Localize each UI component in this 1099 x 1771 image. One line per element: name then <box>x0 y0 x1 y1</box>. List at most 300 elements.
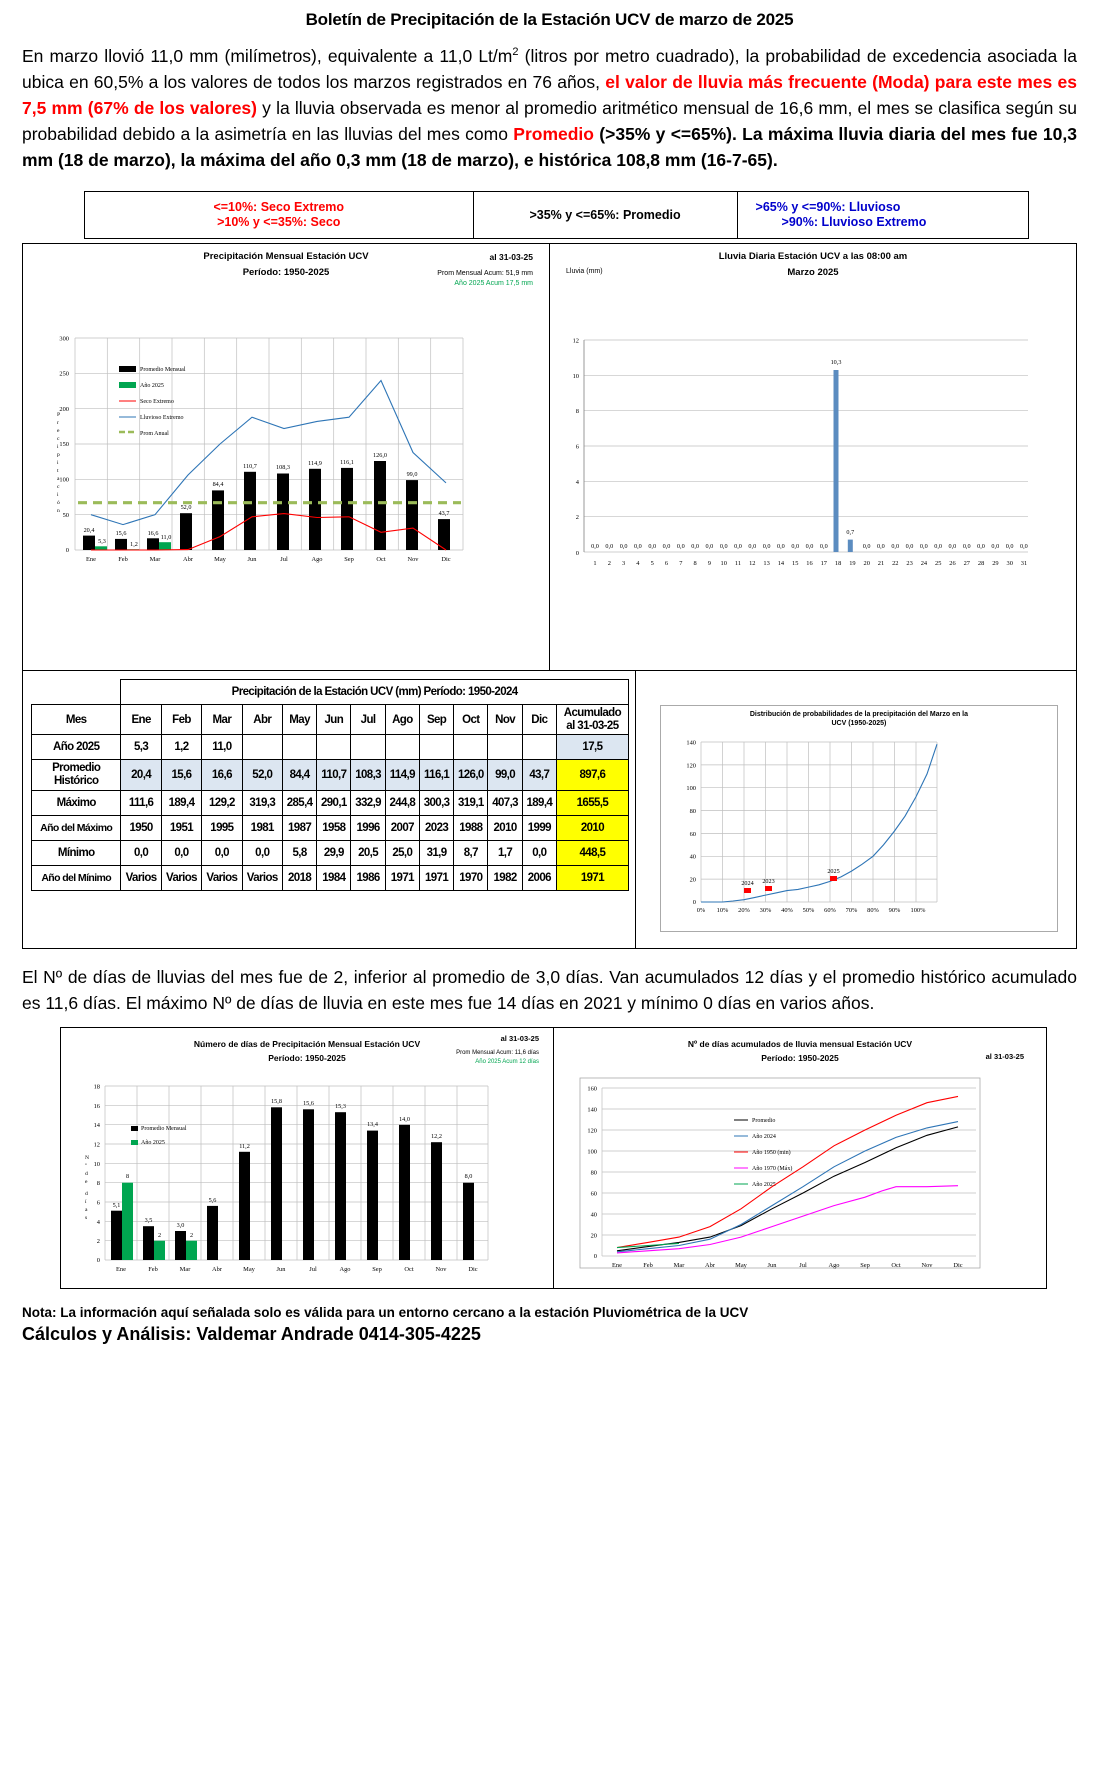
svg-text:Año 2025: Año 2025 <box>140 382 164 389</box>
probability-dist-svg <box>665 727 945 927</box>
svg-text:Nov: Nov <box>921 1262 933 1270</box>
svg-text:0,7: 0,7 <box>846 528 855 536</box>
svg-text:a: a <box>85 1207 88 1214</box>
legend-seco: >10% y <=35%: Seco <box>217 215 341 230</box>
svg-text:60%: 60% <box>823 906 836 914</box>
daily-rain-chart <box>550 244 1076 663</box>
cell: 16,6 <box>202 760 242 790</box>
prob-annotations <box>741 868 839 893</box>
daily-x-labels <box>593 560 1027 567</box>
svg-text:10%: 10% <box>716 906 729 914</box>
svg-text:114,9: 114,9 <box>308 459 322 467</box>
rain-days-chart <box>61 1028 553 1289</box>
svg-text:9: 9 <box>707 559 712 567</box>
prob-curve <box>701 744 937 902</box>
cell: 0,0 <box>202 840 242 865</box>
svg-text:Dic: Dic <box>441 555 451 563</box>
svg-text:0: 0 <box>96 1257 100 1265</box>
intro-part-2: (litros por metro cuadrado), la probabilidad de excedencia asociada la ubica en 60,5% a los valores de todos los marzos registrados en 76 años, <box>22 46 1078 92</box>
prob-gridlines <box>701 742 937 902</box>
cell: 126,0 <box>454 760 488 790</box>
svg-text:23: 23 <box>906 559 913 567</box>
svg-text:Promedio: Promedio <box>752 1118 776 1125</box>
svg-text:14,0: 14,0 <box>399 1116 410 1124</box>
svg-text:0,0: 0,0 <box>777 542 785 550</box>
svg-text:20,4: 20,4 <box>83 526 95 534</box>
svg-text:2: 2 <box>189 1232 194 1240</box>
cell: Varios <box>121 865 161 890</box>
prob-y-ticks <box>686 739 696 906</box>
rd-bar-labels <box>113 1098 473 1239</box>
cum-chart-date: al 31-03-25 <box>985 1051 1024 1061</box>
svg-text:e: e <box>57 427 60 434</box>
intro-part-3: y la lluvia observada es menor al promedio aritmético mensual de 16,6 mm, el mes se clasifica según su probabilidad debido a la asimetría en las lluvias del mes como <box>22 97 1077 144</box>
svg-text:Año 1970 (Máx): Año 1970 (Máx) <box>752 1166 793 1173</box>
svg-text:e: e <box>85 1179 88 1186</box>
svg-text:Ago: Ago <box>311 555 323 563</box>
svg-text:Sep: Sep <box>372 1266 382 1274</box>
svg-text:Jun: Jun <box>276 1266 286 1274</box>
cell: 0,0 <box>522 840 556 865</box>
svg-text:126,0: 126,0 <box>373 451 387 459</box>
daily-rain-panel <box>550 244 1076 670</box>
svg-text:Feb: Feb <box>148 1266 158 1274</box>
svg-text:Abr: Abr <box>705 1262 715 1270</box>
svg-text:5,6: 5,6 <box>208 1197 217 1205</box>
legend-cell-wet <box>738 192 1028 238</box>
row-label-line2: Histórico <box>53 774 99 787</box>
svg-text:15,6: 15,6 <box>115 529 127 537</box>
svg-text:Ago: Ago <box>339 1266 351 1274</box>
svg-text:110,7: 110,7 <box>243 462 257 470</box>
svg-text:15: 15 <box>792 559 799 567</box>
cell: 300,3 <box>419 790 453 815</box>
monthly-precip-svg <box>23 280 503 580</box>
cell: 1951 <box>161 815 201 840</box>
svg-text:Jul: Jul <box>799 1262 807 1270</box>
cell <box>419 735 453 760</box>
svg-text:15,6: 15,6 <box>303 1100 314 1108</box>
svg-text:0,0: 0,0 <box>676 542 685 550</box>
svg-text:50%: 50% <box>802 906 815 914</box>
cumulative-days-svg <box>556 1064 996 1284</box>
svg-text:0,0: 0,0 <box>905 542 914 550</box>
th-oct: Oct <box>454 704 488 734</box>
svg-text:c: c <box>57 483 60 490</box>
svg-text:Feb: Feb <box>118 555 128 563</box>
svg-text:Promedio Mensual: Promedio Mensual <box>141 1126 187 1133</box>
cell: 2010 <box>488 815 522 840</box>
cell: 1987 <box>282 815 316 840</box>
cell: 189,4 <box>161 790 201 815</box>
raindays-chart-note1: Prom Mensual Acum: 11,6 días <box>456 1049 539 1056</box>
svg-text:13,4: 13,4 <box>367 1121 378 1129</box>
cell: 84,4 <box>282 760 316 790</box>
svg-text:140: 140 <box>587 1106 597 1114</box>
svg-text:100: 100 <box>686 784 696 792</box>
svg-text:Feb: Feb <box>643 1262 653 1270</box>
svg-text:Nov: Nov <box>435 1266 447 1274</box>
svg-text:Oct: Oct <box>891 1262 901 1270</box>
svg-text:0,0: 0,0 <box>605 542 614 550</box>
raindays-chart-title: Número de días de Precipitación Mensual Estación UCV <box>193 1038 421 1049</box>
svg-text:100%: 100% <box>910 906 926 914</box>
svg-text:N: N <box>85 1155 90 1162</box>
table-title: Precipitación de la Estación UCV (mm) Período: 1950-2024 <box>121 679 628 704</box>
svg-text:70%: 70% <box>845 906 858 914</box>
row-label-ano-del-minimo: Año del Mínimo <box>32 865 121 890</box>
svg-text:0,0: 0,0 <box>748 542 757 550</box>
svg-text:26: 26 <box>949 559 956 567</box>
cell: 0,0 <box>242 840 282 865</box>
intro-superscript: 2 <box>512 46 519 59</box>
svg-text:30%: 30% <box>759 906 772 914</box>
table-row <box>32 735 629 760</box>
table-row <box>32 840 629 865</box>
cell: Varios <box>161 865 201 890</box>
acc-header-line1: Acumulado <box>563 706 622 719</box>
cell: 1971 <box>419 865 453 890</box>
table-header-row <box>32 704 629 734</box>
cell: 108,3 <box>351 760 385 790</box>
intro-highlight-promedio: Promedio <box>513 123 594 144</box>
cell: 319,1 <box>454 790 488 815</box>
legend-promedio: >35% y <=65%: Promedio <box>529 207 681 222</box>
svg-text:120: 120 <box>686 762 696 770</box>
cum-legend <box>734 1118 792 1188</box>
cell: 31,9 <box>419 840 453 865</box>
svg-text:0: 0 <box>692 898 696 906</box>
svg-text:Lluvioso Extremo: Lluvioso Extremo <box>140 414 184 421</box>
cell-acumulado: 448,5 <box>556 840 628 865</box>
svg-text:24: 24 <box>920 559 928 567</box>
svg-text:8: 8 <box>693 559 697 567</box>
svg-text:0,0: 0,0 <box>819 542 828 550</box>
svg-text:12: 12 <box>749 559 756 567</box>
svg-text:11,2: 11,2 <box>239 1143 250 1151</box>
svg-text:40%: 40% <box>780 906 793 914</box>
daily-rain-svg <box>550 280 1050 580</box>
svg-text:8: 8 <box>575 407 579 415</box>
cell: 290,1 <box>317 790 351 815</box>
svg-text:140: 140 <box>686 739 696 747</box>
svg-text:Año 2025: Año 2025 <box>752 1182 776 1189</box>
svg-text:25: 25 <box>935 559 942 567</box>
svg-text:2: 2 <box>157 1232 162 1240</box>
svg-text:300: 300 <box>59 335 69 343</box>
intro-part-1: En marzo llovió 11,0 mm (milímetros), equivalente a 11,0 Lt/m <box>22 46 513 66</box>
classification-legend <box>84 191 1029 239</box>
svg-text:a: a <box>57 475 60 482</box>
cell <box>454 735 488 760</box>
cell: 11,0 <box>202 735 242 760</box>
svg-text:Sep: Sep <box>860 1262 870 1270</box>
svg-text:Ene: Ene <box>86 555 96 563</box>
probability-dist-panel <box>636 671 1076 948</box>
svg-text:60: 60 <box>689 830 696 838</box>
cell <box>351 735 385 760</box>
monthly-chart-note1: Prom Mensual Acum: 51,9 mm <box>437 270 533 278</box>
cell: Varios <box>242 865 282 890</box>
svg-text:2: 2 <box>96 1238 100 1246</box>
svg-text:c: c <box>57 435 60 442</box>
svg-text:2: 2 <box>575 513 579 521</box>
cell: Varios <box>202 865 242 890</box>
rd-legend <box>131 1126 187 1146</box>
svg-text:Seco Extremo: Seco Extremo <box>140 398 174 405</box>
svg-text:Mar: Mar <box>673 1262 685 1270</box>
svg-text:120: 120 <box>587 1127 597 1135</box>
svg-text:80%: 80% <box>866 906 879 914</box>
rain-days-paragraph: El Nº de días de lluvias del mes fue de 2, inferior al promedio de 3,0 días. Van acumulados 12 días y el promedio histórico acumulado es 11,6 días. El máximo Nº de días de lluvia en este mes fue 14 días en 2021 y mínimo 0 días en varios años. <box>22 966 1077 1013</box>
svg-text:Jul: Jul <box>280 555 288 563</box>
cell: 0,0 <box>161 840 201 865</box>
svg-text:99,0: 99,0 <box>406 470 418 478</box>
cell: 1995 <box>202 815 242 840</box>
cell: 99,0 <box>488 760 522 790</box>
svg-text:5: 5 <box>650 559 654 567</box>
main-table-panel <box>23 671 636 948</box>
svg-text:12,2: 12,2 <box>431 1133 442 1141</box>
svg-text:10,3: 10,3 <box>830 358 842 366</box>
rd-y-ticks <box>94 1084 101 1265</box>
svg-text:0,0: 0,0 <box>991 542 1000 550</box>
svg-text:r: r <box>57 419 59 426</box>
svg-text:17: 17 <box>820 559 827 567</box>
prob-chart-subtitle: UCV (1950-2025) <box>831 719 887 727</box>
svg-text:Mar: Mar <box>179 1266 191 1274</box>
th-sep: Sep <box>419 704 453 734</box>
daily-chart-ylabel: Lluvia (mm) <box>566 268 603 276</box>
svg-text:31: 31 <box>1020 559 1028 567</box>
svg-text:0,0: 0,0 <box>705 542 714 550</box>
raindays-chart-subtitle: Período: 1950-2025 <box>268 1052 346 1063</box>
svg-text:20: 20 <box>590 1232 597 1240</box>
cell: 1986 <box>351 865 385 890</box>
svg-text:2024: 2024 <box>741 879 754 887</box>
cell: 20,4 <box>121 760 161 790</box>
cell: 1,7 <box>488 840 522 865</box>
raindays-chart-note2: Año 2025 Acum 12 días <box>475 1058 539 1065</box>
svg-text:8,0: 8,0 <box>464 1173 473 1181</box>
th-may: May <box>282 704 316 734</box>
svg-text:15,3: 15,3 <box>335 1103 346 1111</box>
row-label-promedio-historico <box>32 760 121 790</box>
svg-text:18: 18 <box>834 559 842 567</box>
row-label-line1: Promedio <box>52 762 101 775</box>
svg-text:d: d <box>85 1191 88 1198</box>
cell: 1988 <box>454 815 488 840</box>
svg-text:15,8: 15,8 <box>271 1098 282 1106</box>
rd-gridlines <box>105 1086 488 1260</box>
svg-text:Nov: Nov <box>407 555 419 563</box>
charts-band-top <box>22 243 1077 671</box>
svg-text:6: 6 <box>96 1199 100 1207</box>
svg-text:29: 29 <box>992 559 999 567</box>
svg-text:May: May <box>243 1266 255 1274</box>
svg-text:Dic: Dic <box>953 1262 963 1270</box>
svg-text:0,0: 0,0 <box>934 542 942 550</box>
svg-text:52,0: 52,0 <box>180 503 192 511</box>
svg-text:200: 200 <box>59 405 69 413</box>
cell: 2007 <box>385 815 419 840</box>
cell: 2006 <box>522 865 556 890</box>
svg-text:0: 0 <box>593 1253 597 1261</box>
intro-highlight-moda: el valor de lluvia más frecuente (Moda) para este mes es 7,5 mm (67% de los valores) <box>22 71 1077 118</box>
cell: 244,8 <box>385 790 419 815</box>
cum-chart-title: Nº de días acumulados de lluvia mensual Estación UCV <box>687 1038 913 1049</box>
table-row <box>32 865 629 890</box>
svg-text:0,0: 0,0 <box>719 542 728 550</box>
svg-text:Jun: Jun <box>767 1262 777 1270</box>
svg-text:18: 18 <box>93 1083 100 1091</box>
svg-text:Oct: Oct <box>376 555 386 563</box>
prob-chart-title: Distribución de probabilidades de la precipitación del Marzo en la <box>749 710 969 718</box>
probability-chart-box <box>660 705 1058 932</box>
cell: 0,0 <box>121 840 161 865</box>
svg-text:10: 10 <box>93 1161 100 1169</box>
svg-text:0: 0 <box>65 546 69 554</box>
cell: 1981 <box>242 815 282 840</box>
svg-text:43,7: 43,7 <box>438 509 450 517</box>
svg-text:Ene: Ene <box>612 1262 622 1270</box>
svg-text:Sep: Sep <box>344 555 354 563</box>
svg-text:0,0: 0,0 <box>1020 542 1028 550</box>
legend-lluvioso: >65% y <=90%: Lluvioso <box>755 199 901 214</box>
series-promedio-mensual-bars <box>83 458 450 550</box>
svg-text:0,0: 0,0 <box>948 542 957 550</box>
series-seco-extremo <box>91 514 446 550</box>
svg-text:n: n <box>57 507 60 514</box>
daily-y-ticks <box>573 337 580 557</box>
svg-text:P: P <box>57 411 61 418</box>
th-mes: Mes <box>32 704 121 734</box>
th-ene: Ene <box>121 704 161 734</box>
svg-text:16: 16 <box>93 1103 100 1111</box>
monthly-chart-note2: Año 2025 Acum 17,5 mm <box>454 280 533 288</box>
cell <box>242 735 282 760</box>
monthly-chart-date: al 31-03-25 <box>489 252 533 263</box>
footer-author: Cálculos y Análisis: Valdemar Andrade 0414-305-4225 <box>22 1324 481 1345</box>
cum-y-ticks <box>587 1086 597 1261</box>
cell: 1950 <box>121 815 161 840</box>
svg-text:0,0: 0,0 <box>762 542 771 550</box>
cell: 1984 <box>317 865 351 890</box>
rd-x-labels <box>116 1266 478 1273</box>
svg-text:5,1: 5,1 <box>112 1202 121 1210</box>
monthly-precip-panel <box>23 244 550 670</box>
svg-text:s: s <box>85 1215 88 1222</box>
monthly-bar-labels <box>84 452 450 548</box>
cell: 1958 <box>317 815 351 840</box>
svg-text:0,0: 0,0 <box>962 542 971 550</box>
cell: 1982 <box>488 865 522 890</box>
cell: 2018 <box>282 865 316 890</box>
svg-text:4: 4 <box>575 478 579 486</box>
svg-text:80: 80 <box>590 1169 597 1177</box>
svg-text:Oct: Oct <box>404 1266 414 1274</box>
x-axis-labels <box>86 556 451 563</box>
cum-gridlines <box>602 1088 976 1256</box>
table-row <box>32 815 629 840</box>
cumulative-days-chart <box>554 1028 1046 1289</box>
svg-text:40: 40 <box>689 853 696 861</box>
svg-text:22: 22 <box>892 559 899 567</box>
svg-text:Jul: Jul <box>309 1266 317 1274</box>
cell: 285,4 <box>282 790 316 815</box>
svg-text:0,0: 0,0 <box>619 542 628 550</box>
svg-text:Año 2024: Año 2024 <box>752 1134 776 1141</box>
svg-text:100: 100 <box>59 476 69 484</box>
prob-x-labels <box>697 907 926 914</box>
svg-text:í: í <box>85 1199 87 1206</box>
svg-text:3: 3 <box>621 559 626 567</box>
precipitation-table <box>31 679 629 891</box>
svg-text:2025: 2025 <box>827 867 840 875</box>
th-dic: Dic <box>522 704 556 734</box>
cell-acumulado: 1971 <box>556 865 628 890</box>
svg-text:8: 8 <box>125 1173 130 1181</box>
daily-chart-title: Lluvia Diaria Estación UCV a las 08:00 am <box>718 251 908 263</box>
cell: 407,3 <box>488 790 522 815</box>
monthly-chart-title: Precipitación Mensual Estación UCV <box>203 251 369 263</box>
svg-text:0: 0 <box>575 549 579 557</box>
svg-text:0,0: 0,0 <box>977 542 985 550</box>
svg-text:19: 19 <box>849 559 856 567</box>
svg-text:2: 2 <box>607 559 611 567</box>
cum-chart-subtitle: Período: 1950-2025 <box>761 1052 839 1063</box>
svg-text:Año 1950 (min): Año 1950 (min) <box>752 1150 791 1157</box>
svg-text:0,0: 0,0 <box>1005 542 1014 550</box>
svg-text:0,0: 0,0 <box>877 542 885 550</box>
svg-text:40: 40 <box>590 1211 597 1219</box>
svg-text:250: 250 <box>59 370 69 378</box>
svg-text:20%: 20% <box>737 906 750 914</box>
svg-text:p: p <box>57 451 60 458</box>
svg-text:0,0: 0,0 <box>591 542 599 550</box>
cell-acumulado: 2010 <box>556 815 628 840</box>
svg-text:Dic: Dic <box>468 1266 478 1274</box>
svg-text:4: 4 <box>636 559 640 567</box>
svg-text:0,0: 0,0 <box>891 542 900 550</box>
svg-text:i: i <box>57 443 59 450</box>
svg-text:5,3: 5,3 <box>98 537 106 545</box>
cell-acumulado: 897,6 <box>556 760 628 790</box>
cell-acumulado: 17,5 <box>556 735 628 760</box>
legend-cell-dry <box>85 192 474 238</box>
svg-text:27: 27 <box>963 559 970 567</box>
svg-text:0,0: 0,0 <box>791 542 800 550</box>
svg-text:0,0: 0,0 <box>634 542 642 550</box>
cum-series-promedio <box>617 1127 958 1251</box>
svg-text:i: i <box>57 491 59 498</box>
rd-y-title <box>85 1155 89 1221</box>
cell <box>488 735 522 760</box>
cumulative-days-panel <box>554 1028 1046 1289</box>
acc-header-line2: al 31-03-25 <box>566 719 619 732</box>
svg-text:Prom Anual: Prom Anual <box>140 430 169 437</box>
intro-part-4: (>35% y <=65%) <box>599 123 733 144</box>
cell <box>385 735 419 760</box>
svg-text:28: 28 <box>977 559 985 567</box>
cell: 116,1 <box>419 760 453 790</box>
raindays-chart-date: al 31-03-25 <box>500 1033 539 1043</box>
cell: 111,6 <box>121 790 161 815</box>
cell: 20,5 <box>351 840 385 865</box>
svg-text:16,6: 16,6 <box>147 529 159 537</box>
svg-text:1,2: 1,2 <box>130 540 138 548</box>
bulletin-page <box>0 10 1099 1771</box>
